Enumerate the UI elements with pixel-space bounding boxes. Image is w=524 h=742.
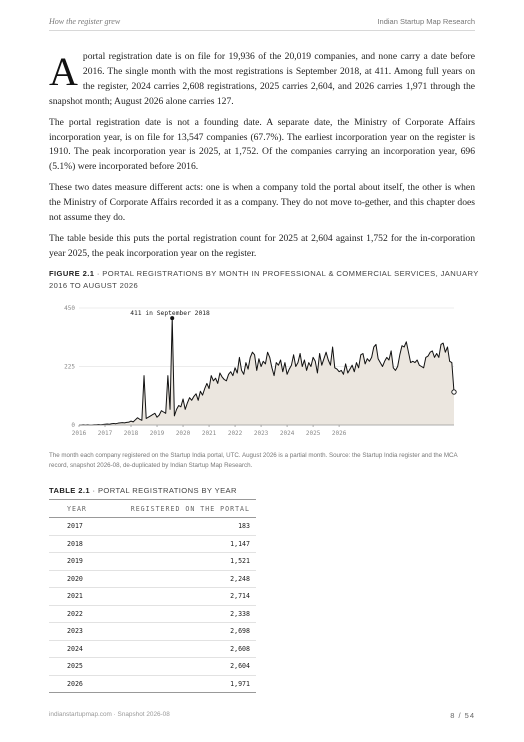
- publication-name: Indian Startup Map Research: [377, 17, 475, 26]
- y-tick-label: 450: [64, 305, 75, 312]
- figure-source-note: The month each company registered on the Startup India portal, UTC. August 2026 is a partial month. Source: the Startup India register and the MCA record, snapshot 2026-08, de-duplicated by Indian Startup Map Research.: [49, 452, 458, 469]
- figure-caption: [49, 268, 479, 292]
- registered-cell: 2,698: [98, 623, 256, 641]
- running-header: [49, 17, 475, 29]
- figure-caption-text: · PORTAL REGISTRATIONS BY MONTH IN PROFESSIONAL & COMMERCIAL SERVICES, JANUARY 2016 TO AUGUST 2026: [49, 269, 479, 290]
- x-tick-label: 2022: [227, 430, 243, 437]
- year-cell: 2026: [49, 675, 98, 693]
- year-cell: 2019: [49, 553, 98, 571]
- x-tick-label: 2020: [175, 430, 191, 437]
- x-tick-label: 2026: [331, 430, 347, 437]
- x-tick-label: 2016: [71, 430, 87, 437]
- table-row: [49, 588, 256, 606]
- year-cell: 2022: [49, 605, 98, 623]
- paragraph-3: These two dates measure different acts: one is when a company told the portal about itself, the other is when the Ministry of Corporate Affairs recorded it as a company. They do not move to-gether, and this chapter does not assume they do.: [49, 182, 475, 224]
- table-row: [49, 640, 256, 658]
- paragraph-4: The table beside this puts the portal registration count for 2025 at 2,604 against 1,752 for the in-corporation year 2025, the peak incorporation year on the register.: [49, 232, 475, 259]
- x-tick-label: 2021: [201, 430, 217, 437]
- paragraph-1-text: portal registration date is on file for 19,936 of the 20,019 companies, and none carry a date before 2016. The single month with the most registrations is September 2018, at 411. Among full years on the register, 2024 carries 2,608 registrations, 2025 carries 2,604, and 2026 carries 1,971 through the snapshot month; August 2026 alone carries 127.: [49, 51, 475, 107]
- paragraph-2: The portal registration date is not a founding date. A separate date, the Ministry of Corporate Affairs incorporation year, is on file for 13,547 companies (67.7%). The earliest incorporation year on the register is 1910. The peak incorporation year is 2025, at 1,752. Of the companies carrying an incorporation year, 696 (5.1%) were incorporated before 2016.: [49, 116, 475, 173]
- table-row: [49, 553, 256, 571]
- running-title: How the register grew: [49, 17, 121, 26]
- registered-cell: 2,604: [98, 658, 256, 676]
- y-tick-label: 225: [64, 363, 75, 371]
- table-row: [49, 570, 256, 588]
- y-tick-label: 0: [71, 422, 75, 429]
- x-tick-label: 2023: [253, 430, 269, 437]
- table-label: TABLE 2.1: [49, 486, 91, 495]
- year-cell: 2023: [49, 623, 98, 641]
- registered-cell: 183: [98, 518, 256, 536]
- table-row: [49, 658, 256, 676]
- table-row: [49, 605, 256, 623]
- table-row: [49, 535, 256, 553]
- year-cell: 2024: [49, 640, 98, 658]
- x-tick-label: 2017: [97, 430, 113, 437]
- paragraph-1: [49, 50, 475, 110]
- x-tick-label: 2025: [305, 430, 321, 437]
- x-tick-label: 2019: [149, 430, 165, 437]
- registered-cell: 2,608: [98, 640, 256, 658]
- registrations-area-chart: [49, 300, 479, 440]
- peak-annotation: 411 in September 2018: [130, 310, 210, 318]
- page-number: 8 / 54: [450, 711, 475, 720]
- registered-cell: 1,147: [98, 535, 256, 553]
- registered-cell: 1,971: [98, 675, 256, 693]
- x-tick-label: 2024: [279, 430, 295, 437]
- header-divider: [49, 30, 475, 31]
- registered-cell: 2,248: [98, 570, 256, 588]
- registered-cell: 2,714: [98, 588, 256, 606]
- table-row: [49, 675, 256, 693]
- table-header-row: [49, 500, 256, 518]
- table-row: [49, 623, 256, 641]
- drop-cap: A: [49, 49, 78, 94]
- registered-cell: 1,521: [98, 553, 256, 571]
- x-tick-label: 2018: [123, 430, 139, 437]
- area-fill: [79, 318, 454, 425]
- last-point-marker: [452, 390, 456, 394]
- year-cell: 2020: [49, 570, 98, 588]
- year-cell: 2021: [49, 588, 98, 606]
- table-caption-text: · PORTAL REGISTRATIONS BY YEAR: [90, 486, 237, 495]
- registered-cell: 2,338: [98, 605, 256, 623]
- footer-site: indianstartupmap.com · Snapshot 2026-08: [49, 711, 170, 718]
- year-cell: 2017: [49, 518, 98, 536]
- body-text: [49, 50, 475, 268]
- year-cell: 2025: [49, 658, 98, 676]
- table-caption: [49, 486, 237, 495]
- page-footer: [49, 711, 475, 718]
- table-row: [49, 518, 256, 536]
- registrations-table: [49, 499, 256, 693]
- year-cell: 2018: [49, 535, 98, 553]
- column-header-registered: REGISTERED ON THE PORTAL: [98, 500, 256, 518]
- column-header-year: YEAR: [49, 500, 98, 518]
- figure-label: FIGURE 2.1: [49, 269, 95, 278]
